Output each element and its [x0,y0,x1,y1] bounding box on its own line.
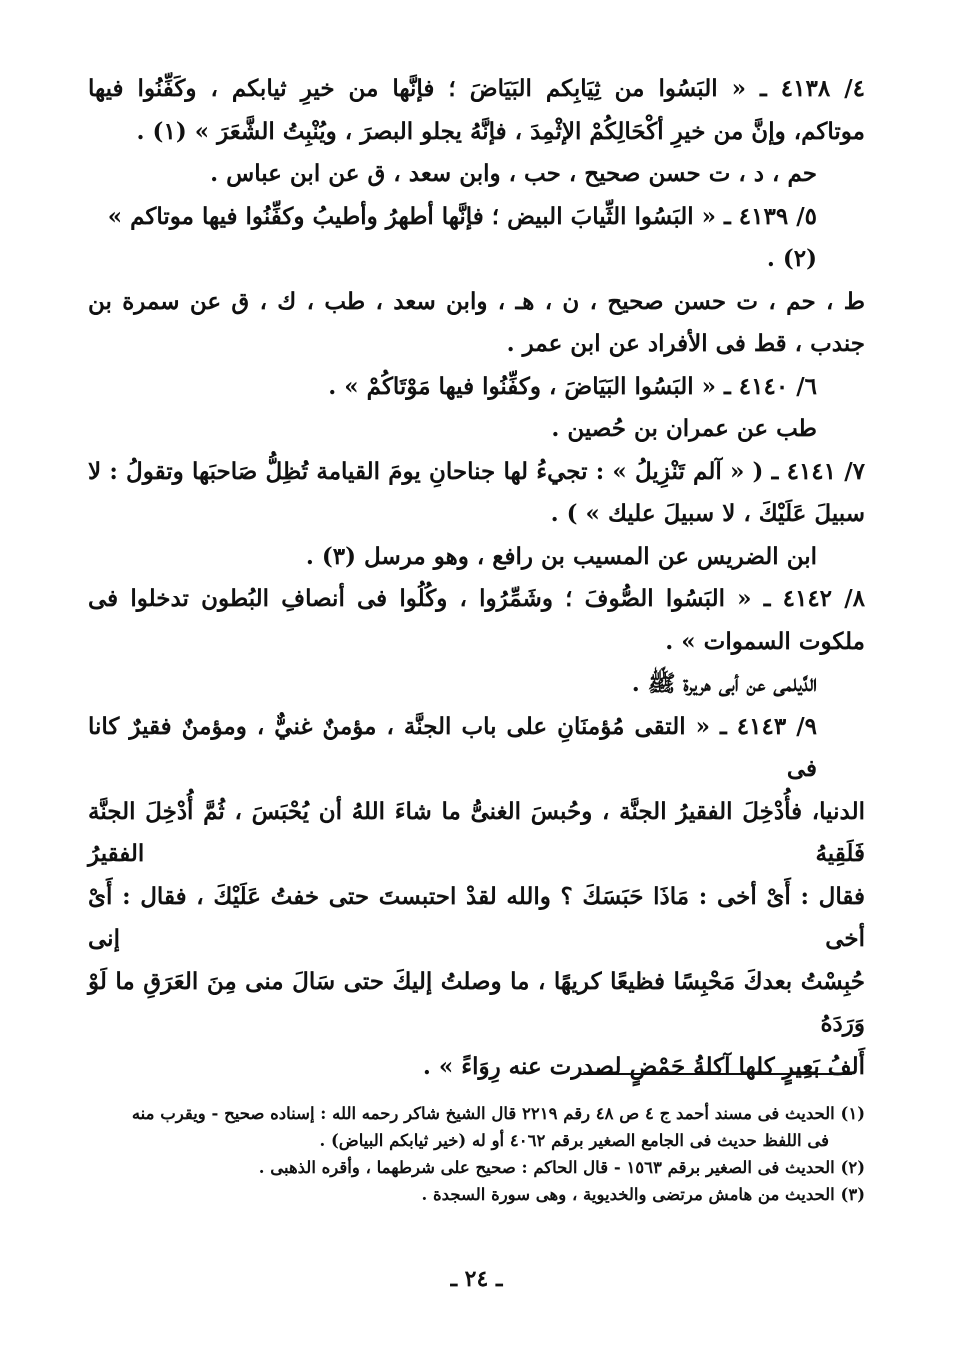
footnote-3: (٣) الحديث من هامش مرتضى والخديوية ، وهى سورة السجدة . [421,1185,865,1204]
hadith-4143-line-1: ٩/ ٤١٤٣ ـ « التقى مُؤمنَانِ على باب الجنَّة ، مؤمنٌ غنيٌّ ، ومؤمنٌ فقيرٌ كانا فى [88,712,817,782]
hadith-4143-line-2: الدنيا، فأُدْخِلَ الفقيرُ الجنَّة ، وحُبسَ الغنىُّ ما شاءَ اللهُ أن يُحْبَسَ ، ثُمَّ أُدْخِلَ الجنَّة فَلَقِيهُ الفقيرُ [88,797,865,867]
hadith-4140: ٦/ ٤١٤٠ ـ « البَسُوا البَيَاضَ ، وكفِّنُوا فيها مَوْتَاكُمْ » . [328,372,817,400]
source-4142: الدَّيلمى عن أبى هريرة ﷺ . [631,670,817,697]
hadith-text [88,68,865,1088]
hadith-4139: ٥/ ٤١٣٩ ـ « البَسُوا الثِّيابَ البيض ؛ فإنَّها أطهرُ وأطيبُ وكفِّنُوا فيها موتاكم » (٢) . [107,202,817,272]
hadith-4142-line-2: ملكوت السموات » . [665,627,865,655]
hadith-4138-line-1: ٤/ ٤١٣٨ ـ « البَسُوا من ثِيَابِكم البَيَاضَ ؛ فإنَّها من خيرِ ثيابكم ، وكَفِّنُوا فيها [88,75,865,102]
source-4140: طب عن عمران بن حُصين . [551,415,817,442]
hadith-4138-line-2: موتاكم، وإنَّ من خيرِ أكْحَالِكُمْ الإثْمِدَ ، فإنَّهُ يجلو البصرَ ، ويُنْبِتُ الشَّعَرَ » (١) . [136,117,865,145]
hadith-4142-line-1: ٨/ ٤١٤٢ ـ « البَسُوا الصُّوفَ ؛ وشَمِّرُوا ، وكُلُوا فى أنصافِ البُطون تدخلوا فى [88,585,865,612]
footnote-1-line-2: فى اللفظ حديث فى الجامع الصغير برقم ٤٠٦٢ أو له (خير ثيابكم البياض) . [319,1131,829,1150]
footnote-1-line-1: (١) الحديث فى مسند أحمد ج ٤ ص ٤٨ رقم ٢٢١٩ قال الشيخ شاكر رحمه الله : إسناده صحيح - ويقرب منه [131,1104,865,1123]
source-4138: حم ، د ، ت حسن صحيح ، حب ، وابن سعد ، ق عن ابن عباس . [210,160,817,187]
hadith-4141-line-1: ٧/ ٤١٤١ ـ ( « آلم تَنْزِيلُ » : تجيءُ لها جناحانِ يومَ القيامة تُظِلُّ صَاحبَها وتقولُ : لا [88,457,865,485]
source-4139-line-2: جندب ، قط فى الأفراد عن ابن عمر . [506,330,865,357]
hadith-4141-line-2: سبيلَ عَلَيْكَ ، لا سبيلَ عليك » ) . [550,500,865,527]
page-number: ـ ٢٤ ـ [450,1266,503,1292]
hadith-4143-line-5: أَلفُ بَعِيرٍ كلها آكلةُ حَمْضٍ لصدرت عنه رِوَاءً » . [422,1052,865,1080]
hadith-4143-line-4: حُبِسْتُ بعدكَ مَحْبِسًا فظيعًا كريهًا ، ما وصلتُ إليكَ حتى سَالَ منى مِنَ العَرَقِ ما لَوْ وَرَدَهُ [88,967,865,1037]
hadith-4143-line-3: فقال : أَىْ أخى : مَاذَا حَبَسَكَ ؟ والله لقدْ احتبستَ حتى خفتُ عَلَيْكَ ، فقال : أَىْ أخى إنى [88,882,865,952]
footnotes [88,1100,865,1208]
source-4139-line-1: ط ، حم ، ت حسن صحيح ، ن ، هـ ، وابن سعد ، طب ، ك ، ق عن سمرة بن [88,287,865,315]
footnote-2: (٢) الحديث فى الصغير برقم ١٥٦٣ - قال الحاكم : صحيح على شرطهما ، وأقره الذهبى . [258,1158,865,1177]
source-4141: ابن الضريس عن المسيب بن رافع ، وهو مرسل (٣) . [305,542,817,570]
footnote-separator [580,1073,852,1075]
